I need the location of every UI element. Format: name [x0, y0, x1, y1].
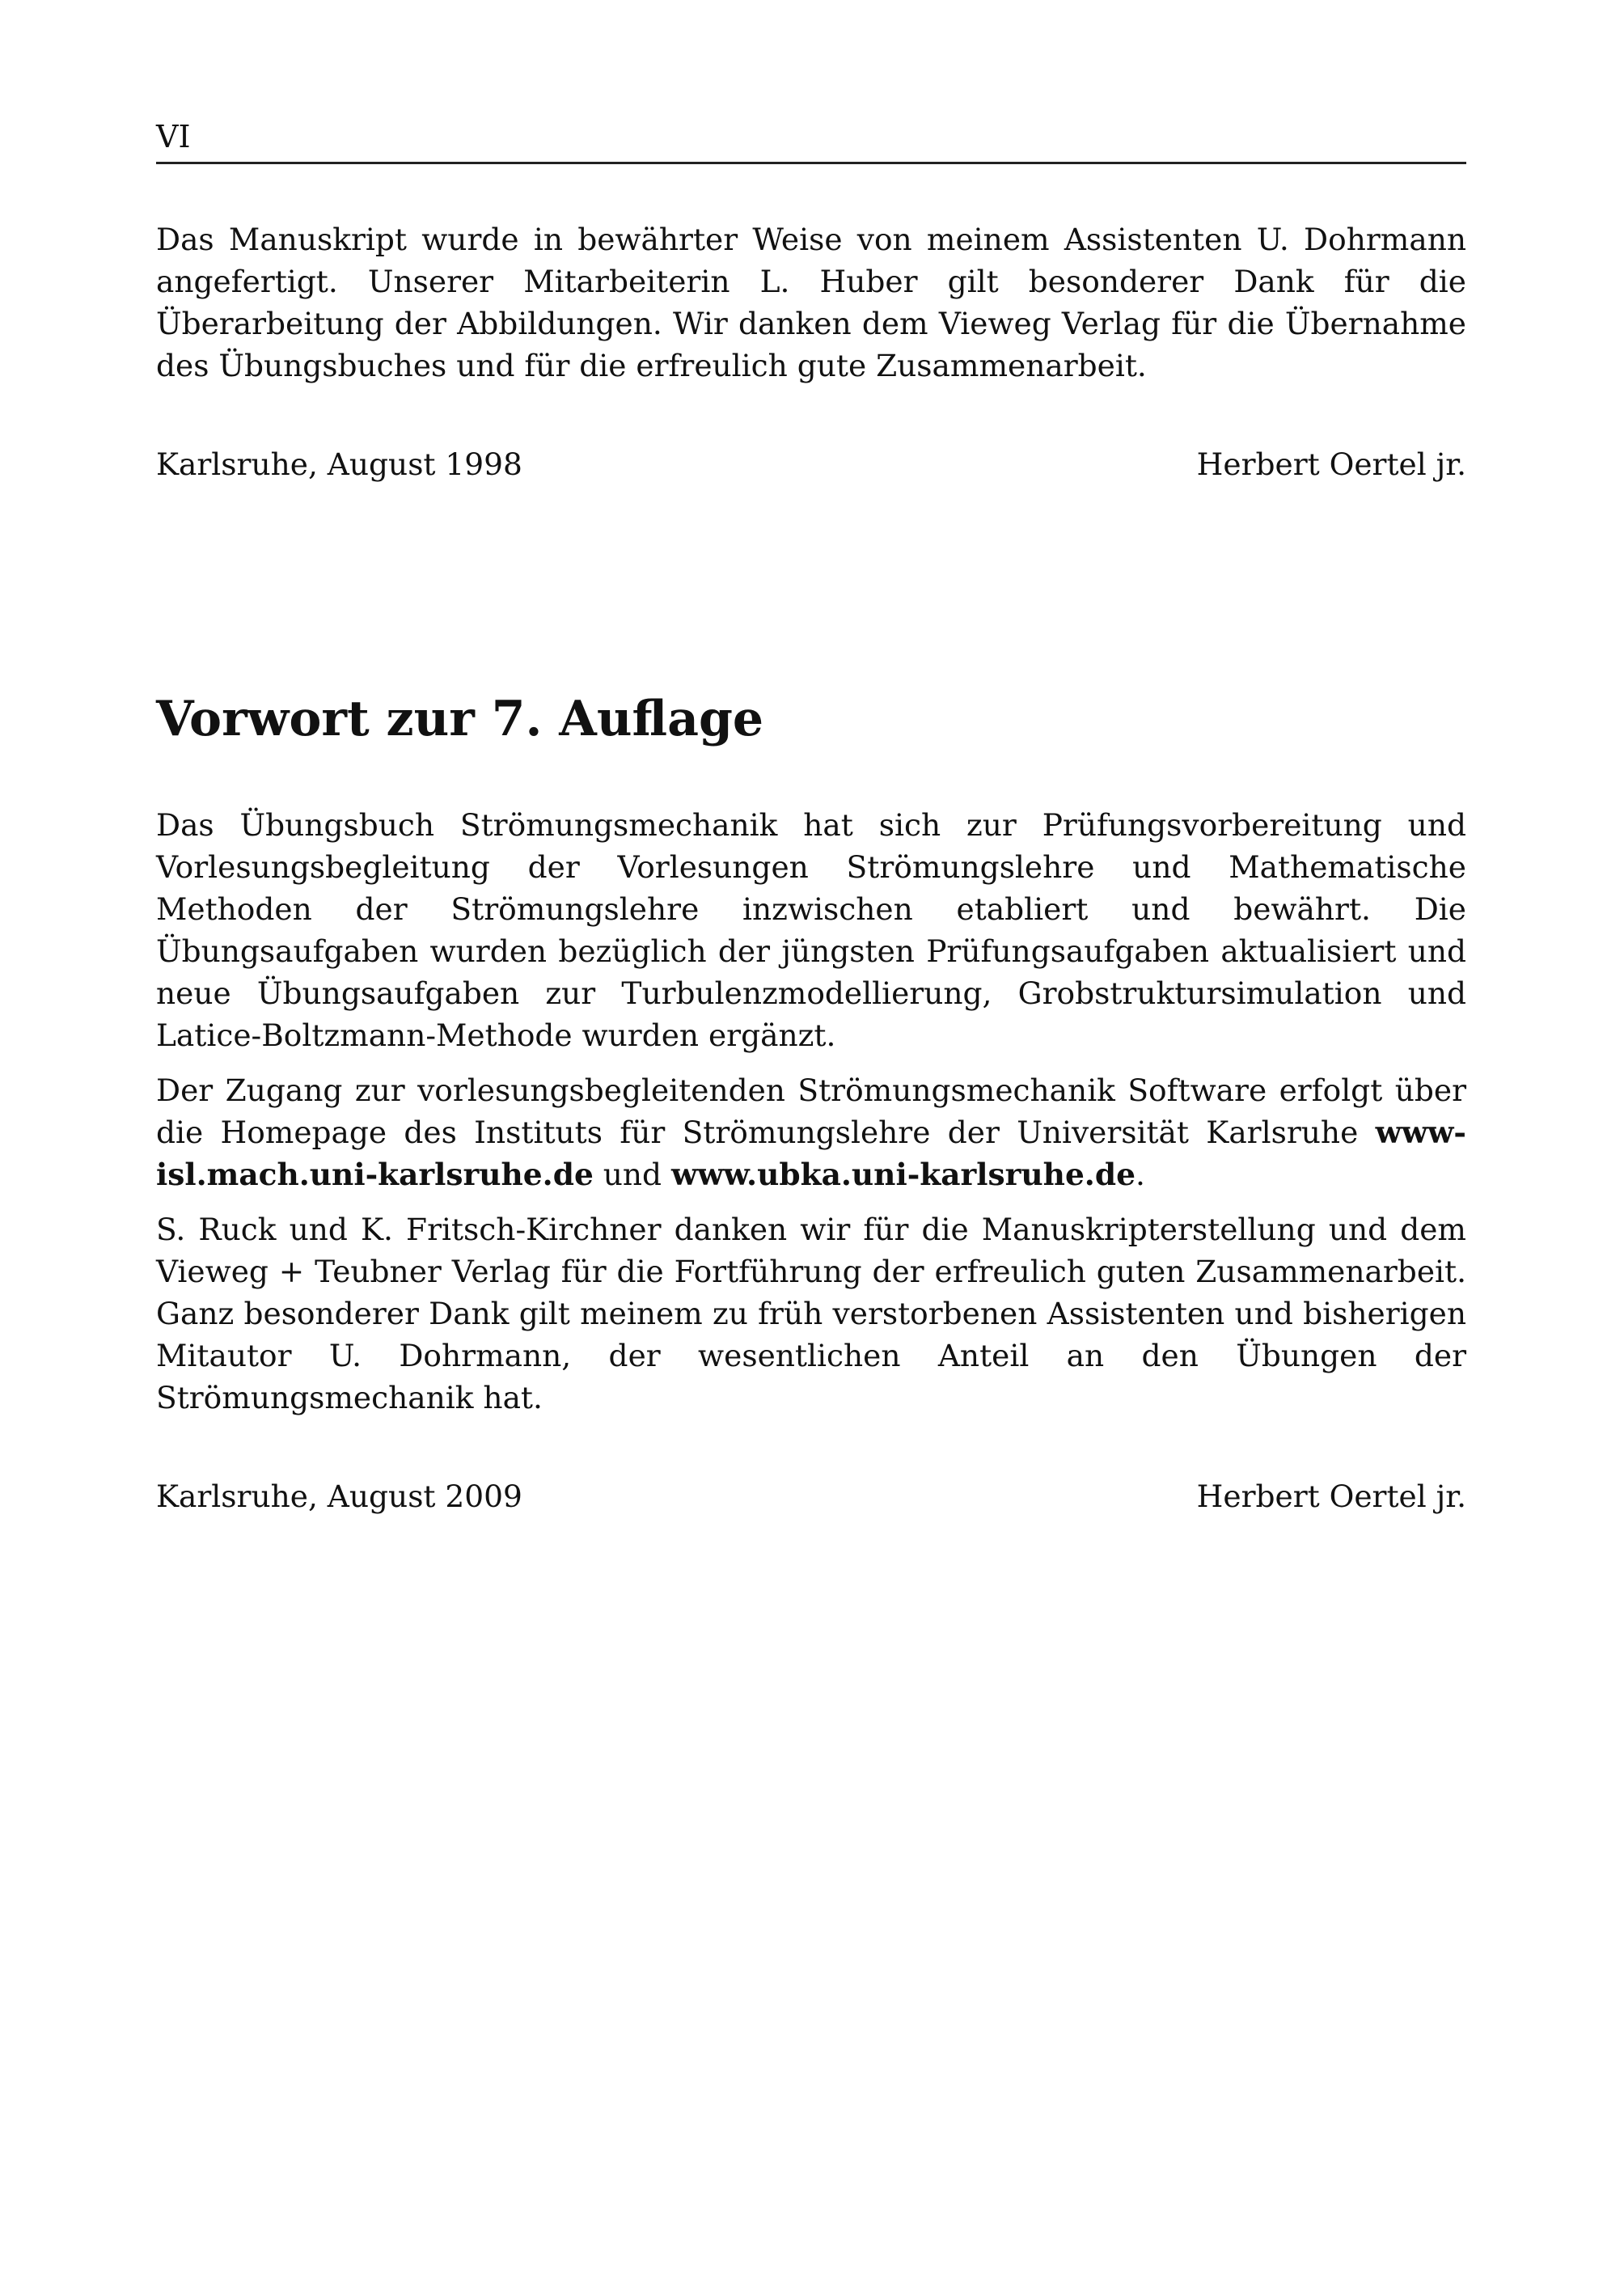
place-date: Karlsruhe, August 2009 [156, 1479, 522, 1514]
paragraph-text: . [1135, 1157, 1145, 1192]
preface-1998-signature [156, 443, 1466, 485]
page-number: VI [156, 119, 191, 154]
preface-1998-paragraph: Das Manuskript wurde in bewährter Weise von meinem Assistenten U. Dohrmann angefertigt. Unserer Mitarbeiterin L. Huber gilt besonderer Dank für die Überarbeitung der Abbildungen. Wir danken dem Vieweg Verlag für die Übernahme des Übungsbuches und für die erfreulich gute Zusammenarbeit. [156, 222, 1466, 383]
running-header [156, 121, 1466, 164]
institute-url-link[interactable]: www-isl.mach.uni-karlsruhe.de [156, 1115, 1466, 1192]
paragraph-text: Der Zugang zur vorlesungsbegleitenden Strömungsmechanik Software erfolgt über die Homepage des Instituts für Strömungslehre der Universität Karlsruhe [156, 1072, 1466, 1150]
preface-7-paragraph-2 [156, 1069, 1466, 1195]
place-date: Karlsruhe, August 1998 [156, 446, 522, 482]
section-title: Vorwort zur 7. Auflage [156, 691, 764, 747]
author-name: Herbert Oertel jr. [1196, 1479, 1466, 1514]
library-url-link[interactable]: www.ubka.uni-karlsruhe.de [670, 1157, 1136, 1192]
preface-7-paragraph-1: Das Übungsbuch Strömungsmechanik hat sich zur Prüfungsvorbereitung und Vorlesungsbegleitung der Vorlesungen Strömungslehre und Mathematische Methoden der Strömungslehre inzwischen etabliert und bewährt. Die Übungsaufgaben wurden bezüglich der jüngsten Prüfungsaufgaben aktualisiert und neue Übungsaufgaben zur Turbulenzmodellierung, Grobstruktursimulation und Latice-Boltzmann-Methode wurden ergänzt. [156, 807, 1466, 1053]
paragraph-text: und [593, 1157, 671, 1192]
page-content [156, 218, 1466, 1517]
author-name: Herbert Oertel jr. [1196, 446, 1466, 482]
preface-7-paragraph-3: S. Ruck und K. Fritsch-Kirchner danken wir für die Manuskripterstellung und dem Vieweg + Teubner Verlag für die Fortführung der erfreulich guten Zusammenarbeit. Ganz besonderer Dank gilt meinem zu früh verstorbenen Assistenten und bisherigen Mitautor U. Dohrmann, der wesentlichen Anteil an den Übungen der Strömungsmechanik hat. [156, 1212, 1466, 1415]
preface-7-signature [156, 1475, 1466, 1517]
